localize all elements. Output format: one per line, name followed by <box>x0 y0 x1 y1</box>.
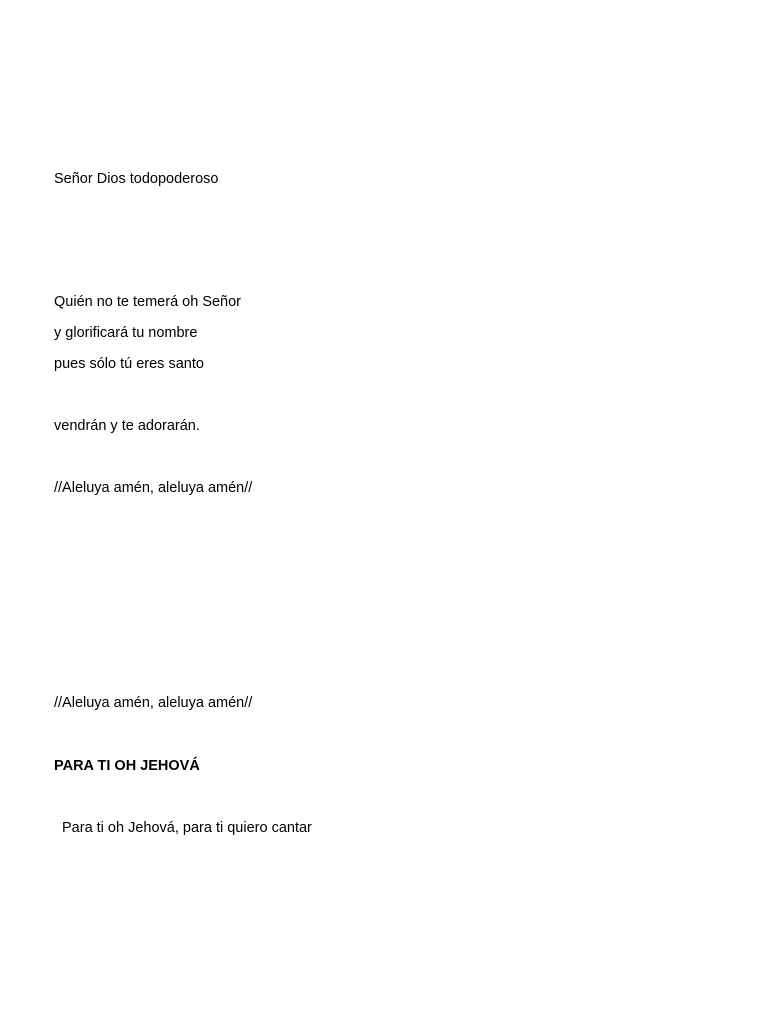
lyric-line: y glorificará tu nombre <box>54 325 198 341</box>
lyric-line: Para ti oh Jehová, para ti quiero cantar <box>62 820 312 836</box>
chorus-line: //Aleluya amén, aleluya amén// <box>54 480 253 496</box>
song-title: PARA TI OH JEHOVÁ <box>54 758 200 774</box>
lyric-line: Señor Dios todopoderoso <box>54 171 219 187</box>
chorus-line: //Aleluya amén, aleluya amén// <box>54 695 253 711</box>
lyric-line: vendrán y te adorarán. <box>54 418 200 434</box>
lyric-line: pues sólo tú eres santo <box>54 356 204 372</box>
lyric-line: Quién no te temerá oh Señor <box>54 294 242 310</box>
